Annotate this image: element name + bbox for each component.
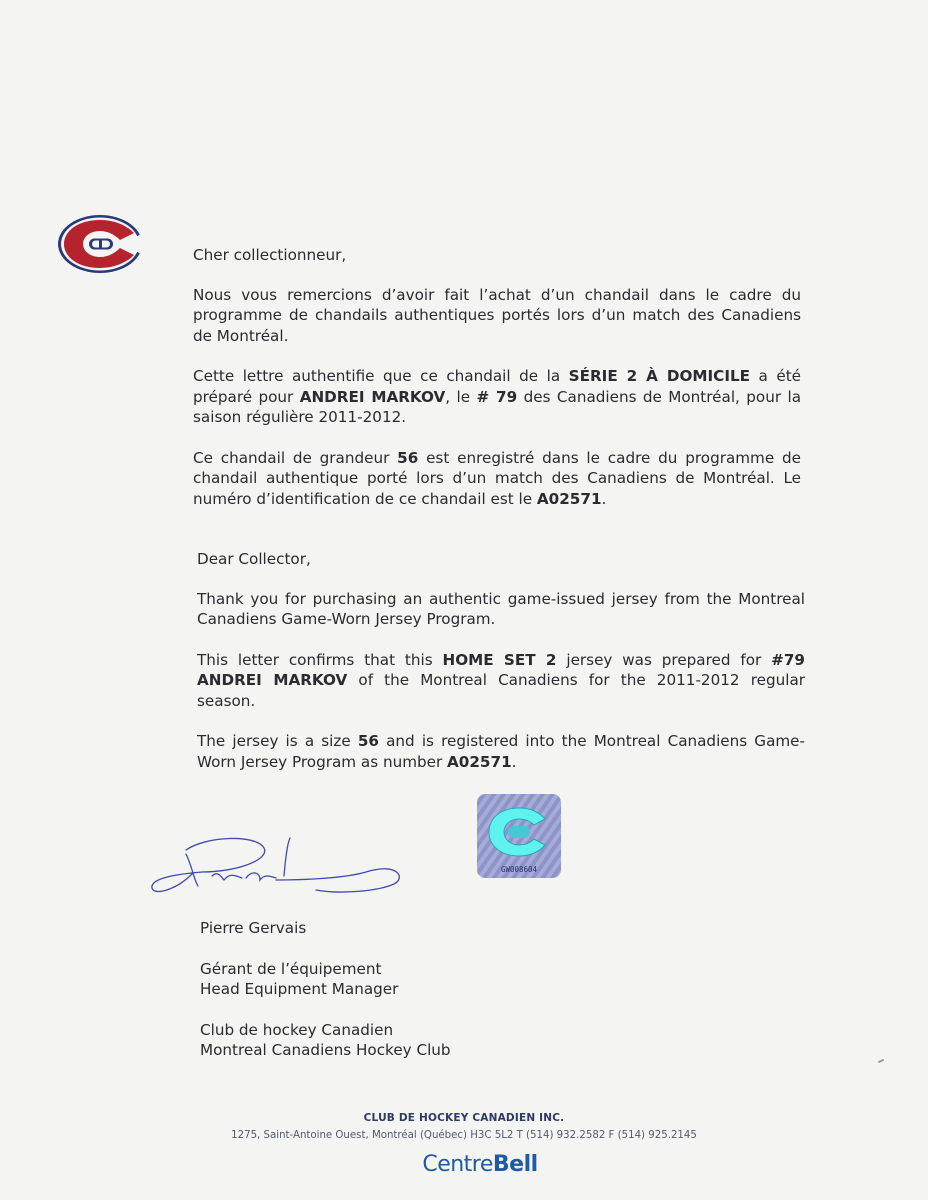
signer-club-en: Montreal Canadiens Hockey Club <box>200 1041 451 1059</box>
english-paragraph-confirmation: This letter confirms that this HOME SET 2 jersey was prepared for #79 ANDREI MARKOV of the Montreal Canadiens for the 2011-2012 regular season. <box>197 650 805 710</box>
french-paragraph-registration: Ce chandail de grandeur 56 est enregistré dans le cadre du programme de chandail authentique porté lors d’un match des Canadiens de Montréal. Le numéro d’identification de ce chandail est le A02571. <box>193 448 801 508</box>
footer-address: 1275, Saint-Antoine Ouest, Montréal (Québec) H3C 5L2 T (514) 932.2582 F (514) 925.2145 <box>231 1130 697 1141</box>
hologram-serial: GW008604 <box>500 865 538 874</box>
brand-bell-text: Bell <box>492 1152 538 1177</box>
french-player-number: # 79 <box>476 387 518 406</box>
french-jersey-size: 56 <box>397 448 419 467</box>
letterhead-footer <box>0 1112 928 1141</box>
authentication-hologram <box>477 794 561 878</box>
signer-club-fr: Club de hockey Canadien <box>200 1020 394 1039</box>
signer-block <box>200 918 600 1081</box>
french-paragraph-confirmation: Cette lettre authentifie que ce chandail de la SÉRIE 2 À DOMICILE a été préparé pour ANDREI MARKOV, le # 79 des Canadiens de Montréal, pour la saison régulière 2011-2012. <box>193 367 802 426</box>
french-jersey-set: SÉRIE 2 À DOMICILE <box>568 367 751 385</box>
french-jersey-id: A02571 <box>536 489 602 508</box>
french-paragraph-thanks: Nous vous remercions d’avoir fait l’achat d’un chandail dans le cadre du programme de chandails authentiques portés lors d’un match des Canadiens de Montréal. <box>193 285 801 345</box>
signer-name: Pierre Gervais <box>200 919 307 937</box>
english-jersey-size: 56 <box>357 732 379 750</box>
english-section <box>197 549 805 792</box>
english-paragraph-registration: The jersey is a size 56 and is registered into the Montreal Canadiens Game-Worn Jersey Program as number A02571. <box>197 732 805 771</box>
english-salutation: Dear Collector, <box>197 550 311 568</box>
english-jersey-id: A02571 <box>447 752 512 771</box>
english-player-name: ANDREI MARKOV <box>197 671 348 689</box>
french-player-name: ANDREI MARKOV <box>299 387 446 406</box>
english-jersey-set: HOME SET 2 <box>442 650 557 669</box>
english-player-number: #79 <box>771 650 805 669</box>
french-section <box>193 245 801 529</box>
footer-organization: CLUB DE HOCKEY CANADIEN INC. <box>363 1112 565 1124</box>
canadiens-logo <box>56 212 146 276</box>
brand-centre-text: Centre <box>422 1152 493 1177</box>
french-salutation: Cher collectionneur, <box>193 246 347 264</box>
signer-title-en: Head Equipment Manager <box>200 980 399 998</box>
centre-bell-logo <box>0 1152 928 1177</box>
paper-mark <box>878 1059 884 1063</box>
handwritten-signature <box>146 832 408 902</box>
signer-title-fr: Gérant de l’équipement <box>200 959 382 978</box>
english-paragraph-thanks: Thank you for purchasing an authentic game-issued jersey from the Montreal Canadiens Game-Worn Jersey Program. <box>197 589 805 628</box>
